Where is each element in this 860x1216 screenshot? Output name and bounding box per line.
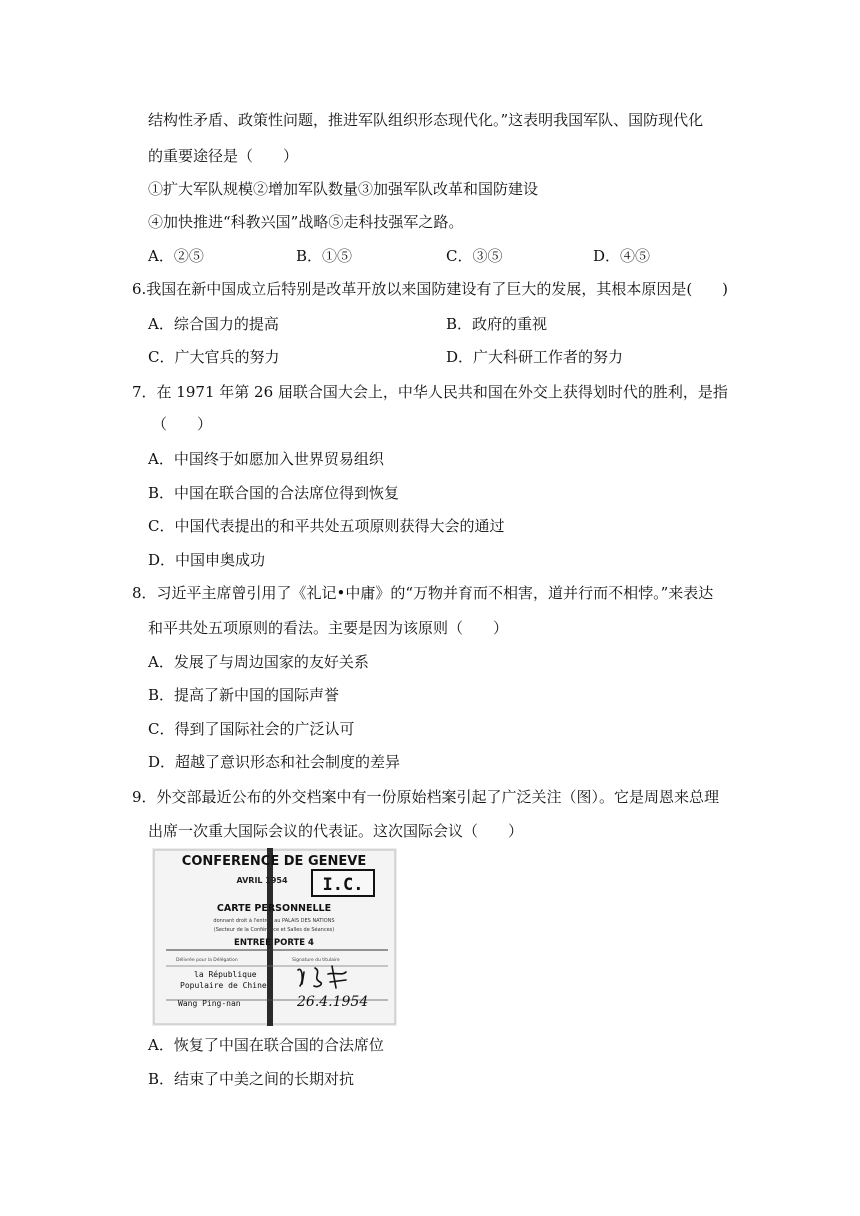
q5-stem-line1: 结构性矛盾、政策性问题，推进军队组织形态现代化。”这表明我国军队、国防现代化 (148, 111, 704, 129)
q9-option-a[interactable]: A．恢复了中国在联合国的合法席位 (148, 1036, 384, 1054)
q6-stem: 6.我国在新中国成立后特别是改革开放以来国防建设有了巨大的发展，其根本原因是( ) (132, 280, 729, 298)
pass-badge: I.C. (322, 875, 364, 895)
q9-stem-line2: 出席一次重大国际会议的代表证。这次国际会议（ ） (148, 822, 524, 840)
geneva-conference-pass-image (152, 848, 397, 1026)
q8-option-a[interactable]: A．发展了与周边国家的友好关系 (148, 653, 369, 671)
q8-stem-line2: 和平共处五项原则的看法。主要是因为该原则（ ） (148, 619, 509, 637)
pass-title: CONFERENCE DE GENEVE (181, 854, 367, 869)
q7-option-a[interactable]: A．中国终于如愿加入世界贸易组织 (148, 450, 384, 468)
q5-option-c[interactable]: C．③⑤ (446, 247, 503, 265)
q5-option-b[interactable]: B．①⑤ (296, 247, 353, 265)
q6-option-a[interactable]: A．综合国力的提高 (148, 315, 279, 333)
pass-signed-date: 26.4.1954 (297, 994, 369, 1010)
q6-option-b[interactable]: B．政府的重视 (446, 315, 548, 333)
pass-republic: la République (194, 970, 257, 979)
q8-option-b[interactable]: B．提高了新中国的国际声誉 (148, 686, 340, 704)
q8-stem-line1: 8．习近平主席曾引用了《礼记•中庸》的“万物并育而不相害，道并行而不相悖。”来表达 (132, 584, 714, 602)
q5-option-a[interactable]: A．②⑤ (148, 247, 204, 265)
pass-entrance: ENTREE PORTE 4 (234, 938, 314, 948)
q5-statements-line1: ①扩大军队规模②增加军队数量③加强军队改革和国防建设 (148, 180, 539, 198)
pass-access-line: donnant droit à l'entrée au PALAIS DES NATIONS (213, 918, 335, 924)
pass-country: Populaire de Chine (180, 981, 267, 990)
q7-option-d[interactable]: D．中国申奥成功 (148, 551, 266, 569)
q7-option-c[interactable]: C．中国代表提出的和平共处五项原则获得大会的通过 (148, 517, 505, 535)
pass-card-title: CARTE PERSONNELLE (216, 903, 332, 914)
pass-delegation-label: Délivrée pour la Délégation (176, 958, 238, 963)
pass-date: AVRIL 1954 (236, 876, 288, 885)
pass-holder-name: Wang Ping-nan (178, 999, 241, 1008)
pass-signature-label: Signature du titulaire (292, 958, 340, 963)
q8-option-c[interactable]: C．得到了国际社会的广泛认可 (148, 720, 355, 738)
q5-option-d[interactable]: D．④⑤ (593, 247, 651, 265)
q6-option-d[interactable]: D．广大科研工作者的努力 (446, 348, 624, 366)
q6-option-c[interactable]: C．广大官兵的努力 (148, 348, 280, 366)
q5-statements-line2: ④加快推进“科教兴国”战略⑤走科技强军之路。 (148, 213, 464, 231)
q7-stem-line1: 7．在 1971 年第 26 届联合国大会上，中华人民共和国在外交上获得划时代的胜利，是指 (132, 383, 728, 401)
q8-option-d[interactable]: D．超越了意识形态和社会制度的差异 (148, 753, 401, 771)
q9-stem-line1: 9．外交部最近公布的外交档案中有一份原始档案引起了广泛关注（图）。它是周恩来总理 (132, 788, 720, 806)
q9-option-b[interactable]: B．结束了中美之间的长期对抗 (148, 1070, 355, 1088)
q5-stem-line2: 的重要途径是（ ） (148, 147, 299, 165)
q7-option-b[interactable]: B．中国在联合国的合法席位得到恢复 (148, 484, 400, 502)
pass-sector-line: (Secteur de la Conférence et Salles de Séances) (213, 927, 335, 933)
q7-stem-line2: （ ） (152, 415, 213, 433)
